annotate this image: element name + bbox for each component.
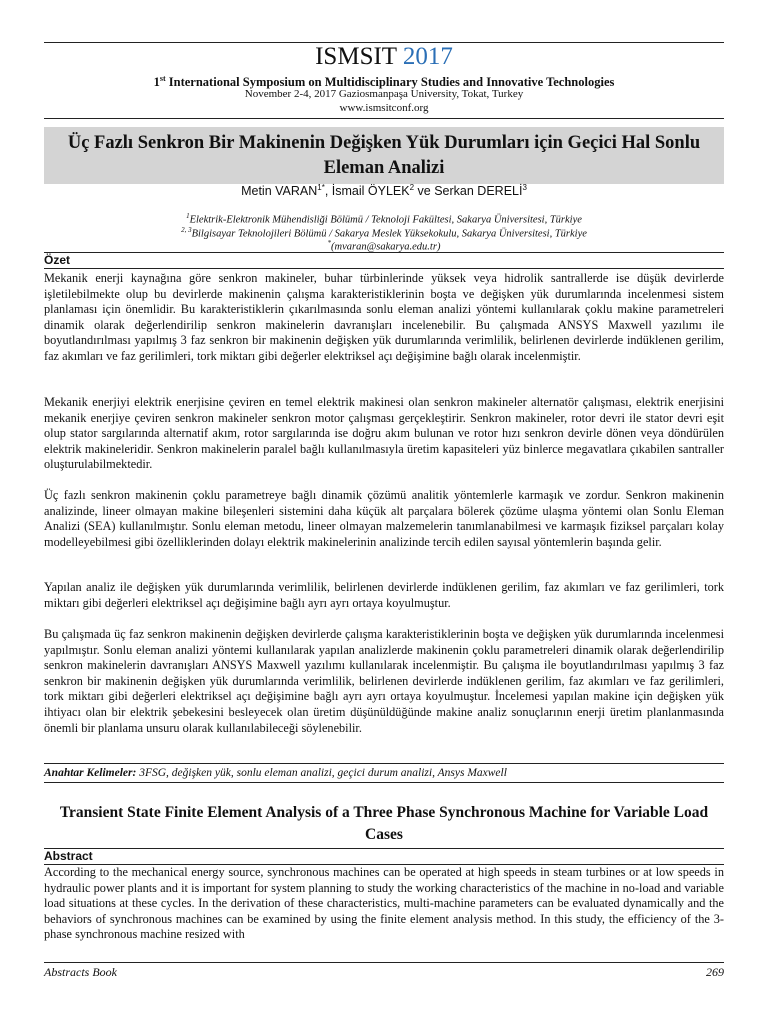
conference-name: ISMSIT [315,43,397,70]
author-3-sup: 3 [522,183,527,192]
ozet-bottom-rule [44,268,724,269]
affiliation-2-text: Bilgisayar Teknolojileri Bölümü / Sakarya Meslek Yüksekokulu, Sakarya Üniversitesi, Türkiye [191,228,587,240]
ozet-paragraph-5: Bu çalışmada üç faz senkron makinenin değişken devirlerde çalışma karakteristiklerinin boşta ve değişken yük durumlarında incelenmesi yapılmıştır. Sonlu eleman analizi yöntemi kullanılarak yapılan analizlerde makinenin çoklu parametreleri dinamik olarak değerlendirilip senkron makinelerin davranışları ANSYS Maxwell yazılımı kullanılarak incelenmiştir. Bu çalışma ile boyutlandırılması yapılmış 3 faz senkron bir makinenin değişken yük durumlarında verimlilik, belirlenen devirlerde indüklenen gerilim, faz akımları ve faz gerilimleri, tork miktarı gibi değerleri elektriksel açı değişimine bağlı ayrı ayrı ortaya koyulmuştur. İncelemesi yapılan makine için değişken yük ihtiyacı olan bir elektrik şebekesini besleyecek olan üretim düşünüldüğünde makine analiz sonuçlarının enerji üretim planlanmasında önemli bir planlama unsuru olarak kullanılabileceği söylenebilir. [44,627,724,735]
affiliation-2-sup: 2, 3 [181,226,192,234]
footer-rule [44,962,724,963]
keywords-top-rule [44,763,724,764]
affiliation-3-email: (mvaran@sakarya.edu.tr) [331,241,441,253]
keywords-label: Anahtar Kelimeler: [44,767,137,779]
keywords-bottom-rule [44,782,724,783]
subtitle-sup: st [159,74,166,83]
author-separator-2: ve [414,184,435,199]
ozet-top-rule [44,252,724,253]
author-separator-1: , [324,184,332,199]
affiliation-1-text: Elektrik-Elektronik Mühendisliği Bölümü / Teknoloji Fakültesi, Sakarya Üniversitesi, Türkiye [189,214,582,226]
author-1-sup: 1* [317,183,325,192]
subtitle-ordinal: 1 [153,75,160,90]
conference-year: 2017 [402,43,453,70]
author-2: İsmail ÖYLEK [331,184,410,199]
header-bottom-rule [44,118,724,119]
author-2-sup: 2 [409,183,415,192]
affiliation-3-sup: * [327,239,332,247]
conference-date-location: November 2-4, 2017 Gaziosmanpaşa University, Tokat, Turkey [244,88,524,100]
conference-website[interactable]: www.ismsitconf.org [339,102,429,114]
paper-title-tr: Üç Fazlı Senkron Bir Makinenin Değişken Yük Durumları için Geçici Hal Sonlu Eleman Analizi [67,133,701,178]
abstract-top-rule [44,848,724,849]
footer-left: Abstracts Book [44,965,117,979]
abstract-text: According to the mechanical energy source, synchronous machines can be operated at high speeds in steam turbines or at low speeds in hydraulic power plants and it is important for system planning to study the working characteristics of the machine in no-load and variable load situations at these cycles. In the derivation of these characteristics, multi-machine parameters can be evaluated dynamically and the behaviors of synchronous machines can be examined by using the finite element analysis method. In this study, the efficiency of the 3-phase synchronous machine resized with [44,865,724,942]
conference-title [44,42,724,72]
subtitle-rest: International Symposium on Multidisciplinary Studies and Innovative Technologies [165,75,615,90]
ozet-paragraph-4: Yapılan analiz ile değişken yük durumlarında verimlilik, belirlenen devirlerde indüklenen gerilim, faz akımları ve faz gerilimleri, tork miktarı gibi değerleri elektriksel açı değişimine bağlı ayrı ayrı ortaya koyulmuştur. [44,580,724,610]
author-1: Metin VARAN [241,184,318,199]
affiliation-1-sup: 1 [186,212,190,220]
authors-line [44,180,724,199]
page-number: 269 [706,965,724,979]
author-3: Serkan DERELİ [434,184,523,199]
keywords-line [44,765,724,781]
keywords-text: 3FSG, değişken yük, sonlu eleman analizi, geçici durum analizi, Ansys Maxwell [136,767,507,779]
ozet-paragraph-2: Mekanik enerjiyi elektrik enerjisine çeviren en temel elektrik makinesi olan senkron makineler alternatör çalışması, elektrik enerjisini mekanik enerjiye çeviren senkron makineler senkron motor çalışması gerçekleştirir. Senkron makineler, rotor devri ile stator devri eşit olup stator sargılarında alternatif akım, rotor sargılarında ise doğru akım bulunan ve rotor hızı senkron devirle dönen veya döndürülen elektrik makineleridir. Senkron makinelerin paralel bağlı kullanılmasıyla üretim kapasiteleri yüz binlerce megavatlara çıkabilen santraller oluşturulabilmektedir. [44,395,724,472]
abstract-heading: Abstract [44,849,93,863]
ozet-paragraph-3: Üç fazlı senkron makinenin çoklu parametreye bağlı dinamik çözümü analitik yöntemlerle karmaşık ve zordur. Senkron makinenin analizinde, lineer olmayan makine bileşenleri sistemini daha küçük alt parçalara bölerek çözüme ulaşma yöntemi olan Sonlu Eleman Analizi (SEA) kullanılmıştır. Sonlu eleman metodu, lineer olmayan malzemelerin tanımlanabilmesi ve karmaşık fiziksel parçaları kolay modelleyebilmesi gibi özelliklerinden dolayı elektrik makinelerinin analizinde tercih edilen sayısal yöntemlerin başında gelir. [44,488,724,549]
ozet-heading: Özet [44,253,71,267]
paper-title-en: Transient State Finite Element Analysis of a Three Phase Synchronous Machine for Variable Load Cases [59,804,709,843]
ozet-paragraph-1: Mekanik enerji kaynağına göre senkron makineler, buhar türbinlerinde yüksek veya hidrolik santrallerde ise düşük devirlerde işletilebilmekte olup bu devirlerde makinenin çalışma karakteristiklerinin boşta ve değişken yük durumlarında incelenmesi sistem planlaması için önemlidir. Bu karakteristiklerin çıkarılmasında sonlu eleman analizi yöntemi kullanılarak çoklu makine parametreleri dinamik olarak değerlendirilip senkron makinelerin davranışları incelenebilir. Bu çalışmada ANSYS Maxwell yazılımı ile boyutlandırılması yapılmış 3 faz senkron bir makinenin değişken yük durumlarında verimlilik, belirlenen devirlerde indüklenen gerilim, faz akımları ve faz gerilimleri, tork miktarı gibi değerler elektriksel açı değişimine bağlı olarak incelenmiştir. [44,271,724,363]
